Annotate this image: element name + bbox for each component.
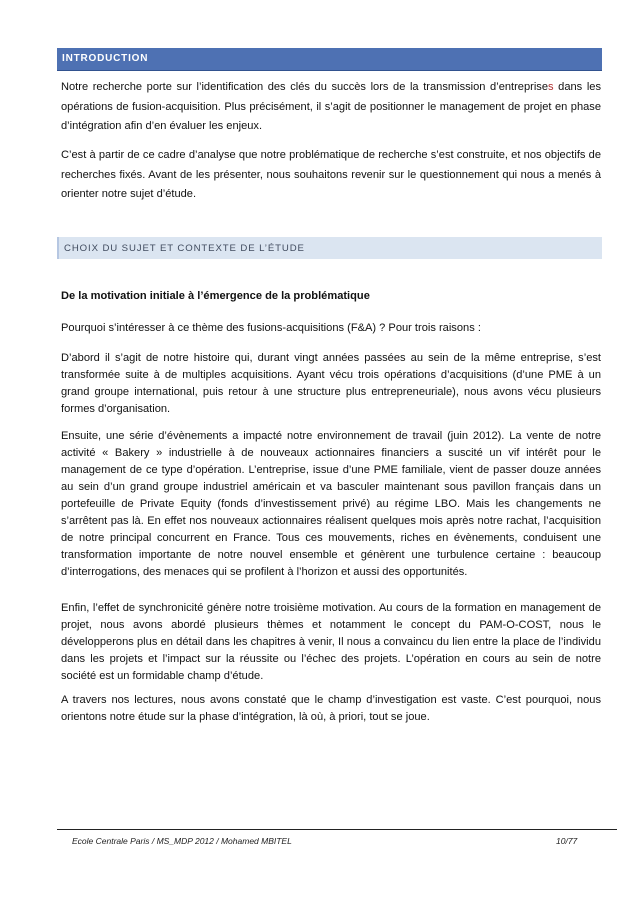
intro-p1-text: Notre recherche porte sur l’identification des clés du succès lors de la transmission d’entreprise <box>61 81 549 93</box>
intro-p1-text-end: dans les opérations de fusion-acquisition. Plus précisément, il s’agit de positionner le management de projet en phase d’intégration afin d’en évaluer les enjeux. <box>61 81 602 132</box>
conclusion-paragraph: A travers nos lectures, nous avons constaté que le champ d’investigation est vaste. C’est pourquoi, nous orientons notre étude sur la phase d’intégration, là où, à priori, tout se joue. <box>61 694 601 723</box>
reason-3-paragraph: Enfin, l’effet de synchronicité génère notre troisième motivation. Au cours de la formation en management de projet, nous avons abordé plusieurs thèmes et notamment le concept du PAM-O-COST, nous le développerons plus en détail dans les chapitres à venir, Il nous a convaincu du lien entre la place de l’individu dans les projets et l’impact sur la réussite ou l’échec des projets. L’opération en cours au sein de notre société est un formidable champ d’étude. <box>61 602 601 682</box>
footer-source: Ecole Centrale Paris / MS_MDP 2012 / Mohamed MBITEL <box>72 836 292 846</box>
section-header-label: CHOIX DU SUJET ET CONTEXTE DE L’ÉTUDE <box>64 243 305 254</box>
intro-paragraph-2: C’est à partir de ce cadre d’analyse que notre problématique de recherche s’est construite, et nos objectifs de recherches fixés. Avant de les présenter, nous souhaitons revenir sur le questionnement qui nous a menés à orienter notre sujet d’étude. <box>61 149 601 200</box>
section-header-choix-du-sujet <box>57 237 602 259</box>
page-number: 10/77 <box>556 836 578 846</box>
section-header-label: INTRODUCTION <box>62 53 149 64</box>
intro-p1-accent: s <box>548 81 554 93</box>
reason-1-paragraph: D’abord il s’agit de notre histoire qui, durant vingt années passées au sein de la même entreprise, s’est transformée suite à de multiples acquisitions. Ayant vécu trois opérations d’acquisitions (d’une PME à un grand groupe international, puis retour à une structure plus entrepreneuriale), nous avons vécu plusieurs formes d’organisation. <box>61 352 601 415</box>
question-paragraph: Pourquoi s’intéresser à ce thème des fusions-acquisitions (F&A) ? Pour trois raisons : <box>61 322 481 334</box>
intro-paragraph-1 <box>61 78 601 137</box>
reason-2-paragraph: Ensuite, une série d’évènements a impacté notre environnement de travail (juin 2012). La vente de notre activité « Bakery » industrielle à de nouveaux actionnaires financiers a suscité un vif intérêt pour le management de ce type d’opération. L’entreprise, issue d’une PME familiale, vient de passer douze années au sein d’un grand groupe industriel américain et va basculer maintenant sous pavillon français dans un portefeuille de Private Equity (fonds d’investissement privé) au régime LBO. Mais les changements ne s’arrêtent pas là. En effet nos nouveaux actionnaires réalisent quelques mois après notre rachat, l’acquisition de notre principal concurrent en France. Tous ces mouvements, riches en évènements, conduisent une transformation importante de notre nouvel ensemble et génèrent une turbulence certaine : beaucoup d’interrogations, des menaces qui se profilent à l’horizon et aussi des opportunités. <box>61 430 601 578</box>
subheading: De la motivation initiale à l’émergence de la problématique <box>61 290 370 302</box>
footer-rule <box>57 829 617 830</box>
section-header-introduction <box>57 48 602 71</box>
